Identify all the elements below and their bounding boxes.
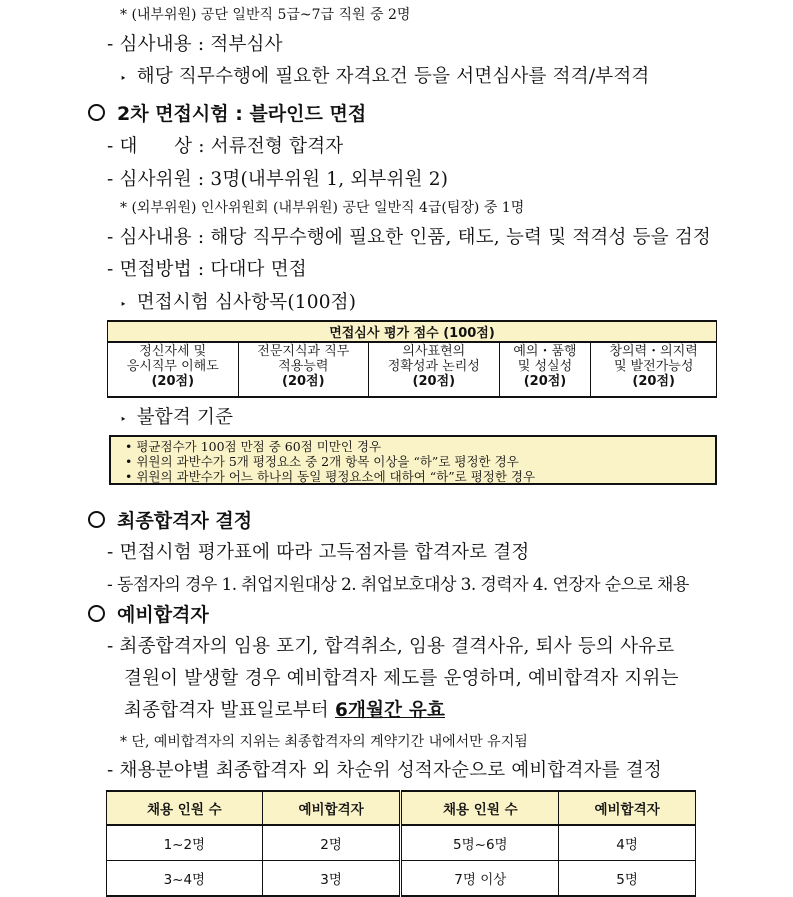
line-reserve-3 bbox=[124, 696, 445, 722]
line-review-content-1: - 심사내용 : 적부심사 bbox=[107, 34, 283, 55]
line-external-members: * (외부위원) 인사위원회 (내부위원) 공단 일반직 4급(팀장) 중 1명 bbox=[120, 200, 525, 216]
reserve-header: 채용 인원 수 bbox=[107, 791, 263, 825]
score-cell: 창의력・의지력 및 발전가능성 (20점) bbox=[591, 342, 717, 397]
score-cell: 의사표현의 정확성과 논리성 (20점) bbox=[369, 342, 500, 397]
score-table-header: 면접심사 평가 점수 (100점) bbox=[108, 321, 717, 342]
validity-period: 6개월간 유효 bbox=[334, 700, 446, 721]
line-text: 불합격 기준 bbox=[136, 407, 234, 428]
line-text: 최종합격자 발표일로부터 bbox=[124, 700, 335, 721]
circle-bullet-icon bbox=[88, 104, 105, 121]
line-score-items bbox=[120, 288, 356, 314]
line-review-content-2: - 심사내용 : 해당 직무수행에 필요한 인품, 태도, 능력 및 적격성 등을 검정 bbox=[107, 227, 712, 248]
section-heading-reserve bbox=[88, 600, 209, 627]
table-row: 1~2명 2명 5명~6명 4명 bbox=[107, 825, 696, 861]
section-title: 예비합격자 bbox=[117, 604, 209, 626]
fail-criteria-box bbox=[109, 435, 717, 485]
section-title: 2차 면접시험 : 블라인드 면접 bbox=[117, 103, 367, 125]
line-reserve-1: - 최종합격자의 임용 포기, 합격취소, 임용 결격사유, 퇴사 등의 사유로 bbox=[107, 636, 675, 657]
line-reserve-note: * 단, 예비합격자의 지위는 최종합격자의 계약기간 내에서만 유지됨 bbox=[120, 734, 528, 750]
reserve-table bbox=[106, 790, 696, 897]
reserve-header: 예비합격자 bbox=[559, 791, 696, 825]
table-row: 3~4명 3명 7명 이상 5명 bbox=[107, 861, 696, 897]
circle-bullet-icon bbox=[88, 511, 105, 528]
section-title: 최종합격자 결정 bbox=[117, 510, 253, 532]
line-text: 해당 직무수행에 필요한 자격요건 등을 서면심사를 적격/부적격 bbox=[136, 66, 650, 87]
line-text: 면접시험 심사항목(100점) bbox=[136, 292, 357, 313]
line-target: - 대 상 : 서류전형 합격자 bbox=[107, 136, 344, 157]
circle-bullet-icon bbox=[88, 605, 105, 622]
line-fail-criteria bbox=[120, 403, 233, 429]
line-committee: - 심사위원 : 3명(내부위원 1, 외부위원 2) bbox=[107, 169, 449, 190]
triangle-bullet-icon: ‣ bbox=[120, 72, 127, 85]
line-final-decision: - 면접시험 평가표에 따라 고득점자를 합격자로 결정 bbox=[107, 542, 530, 563]
triangle-bullet-icon: ‣ bbox=[120, 413, 127, 426]
score-cell: 정신자세 및 응시직무 이해도 (20점) bbox=[108, 342, 239, 397]
score-cell: 예의・품행 및 성실성 (20점) bbox=[499, 342, 591, 397]
line-interview-method: - 면접방법 : 다대다 면접 bbox=[107, 259, 307, 280]
section-heading-final bbox=[88, 506, 252, 533]
line-reserve-2: 결원이 발생할 경우 예비합격자 제도를 운영하며, 예비합격자 지위는 bbox=[124, 668, 679, 689]
reserve-header: 채용 인원 수 bbox=[401, 791, 559, 825]
fail-item: • 위원의 과반수가 어느 하나의 동일 평정요소에 대하여 “하”로 평정한 경우 bbox=[125, 469, 536, 484]
fail-item: • 평균점수가 100점 만점 중 60점 미만인 경우 bbox=[125, 439, 382, 454]
triangle-bullet-icon: ‣ bbox=[120, 298, 127, 311]
reserve-header: 예비합격자 bbox=[262, 791, 401, 825]
line-internal-members: * (내부위원) 공단 일반직 5급~7급 직원 중 2명 bbox=[120, 7, 411, 23]
score-table bbox=[107, 320, 717, 398]
fail-item: • 위원의 과반수가 5개 평정요소 중 2개 항목 이상을 “하”로 평정한 경우 bbox=[125, 454, 519, 469]
line-tie-break: - 동점자의 경우 1. 취업지원대상 2. 취업보호대상 3. 경력자 4. 연장자 순으로 채용 bbox=[107, 575, 689, 595]
line-reserve-4: - 채용분야별 최종합격자 외 차순위 성적자순으로 예비합격자를 결정 bbox=[107, 760, 663, 781]
line-review-detail-1 bbox=[120, 62, 649, 88]
score-cell: 전문지식과 직무 적용능력 (20점) bbox=[238, 342, 369, 397]
section-heading-interview bbox=[88, 99, 366, 126]
